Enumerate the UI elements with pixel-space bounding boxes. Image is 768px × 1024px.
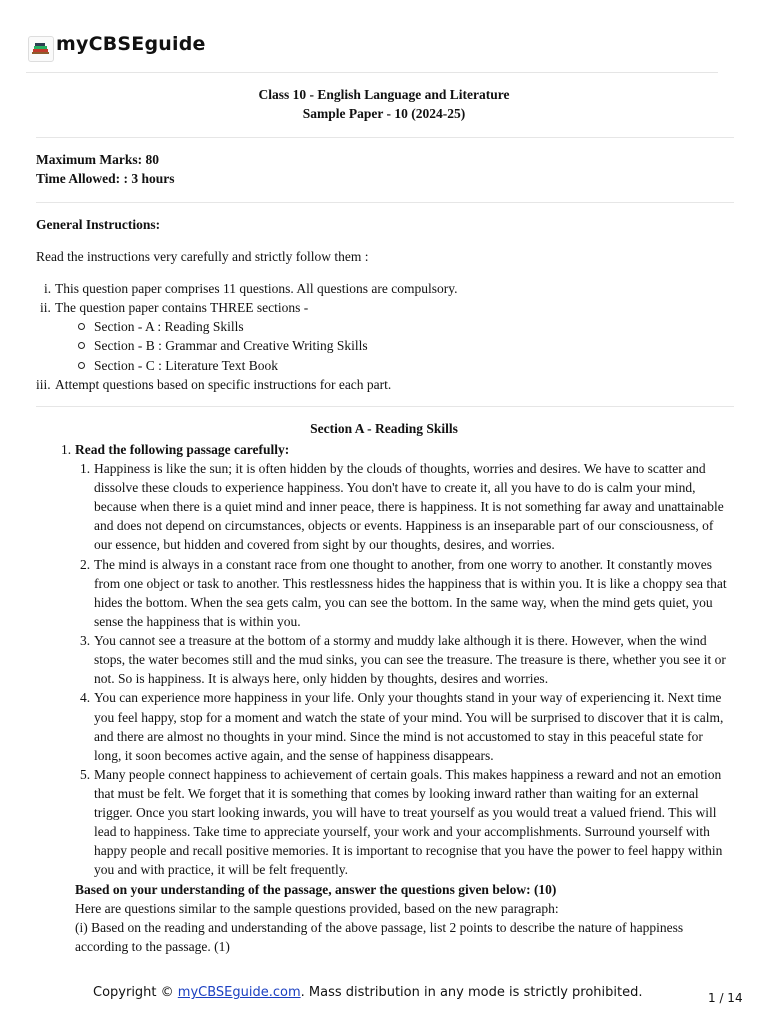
paragraph-number: 3. — [80, 633, 91, 648]
divider — [36, 202, 734, 203]
passage-line: and does not depend on circumstances, objects or events. Happiness is an inseparable part of our consciousness, of — [94, 518, 714, 533]
instructions-heading: General Instructions: — [36, 217, 161, 232]
section-a-heading: Section A - Reading Skills — [310, 421, 458, 436]
site-header — [26, 30, 718, 73]
time-allowed: Time Allowed: : 3 hours — [36, 171, 175, 186]
instruction-text: Attempt questions based on specific instructions for each part. — [55, 377, 392, 392]
brand-name[interactable]: myCBSEguide — [56, 33, 206, 55]
passage-line: dissolve these clouds to experience happiness. You don't have to create it, all you have to do is calm your mind, — [94, 480, 696, 495]
instruction-text: This question paper comprises 11 questions. All questions are compulsory. — [55, 281, 458, 296]
bullet-icon — [78, 362, 85, 369]
page-number: 1 / 14 — [708, 991, 743, 1005]
section-list-item: Section - A : Reading Skills — [94, 319, 244, 334]
paragraph-number: 2. — [80, 557, 91, 572]
passage-line: You can experience more happiness in your life. Only your thoughts stand in your way of experiencing it. Next time — [94, 690, 722, 705]
bullet-icon — [78, 342, 85, 349]
passage-line: trigger. Once you start looking inwards, you will have to treat yourself as you would treat a valued friend. This will — [94, 805, 717, 820]
section-list-item: Section - B : Grammar and Creative Writing Skills — [94, 338, 368, 353]
passage-line: from one object or task to another. This restlessness hides the happiness that is within you. It is like a choppy sea that — [94, 576, 727, 591]
passage-line: happy people and recall positive memories. It is important to recognise that you have the power to feel happy within — [94, 843, 723, 858]
passage-line: not. So is happiness. It is always here, only hidden by thoughts, desires and worries. — [94, 671, 549, 686]
passage-line: hides the bottom. When the sea gets calm, you can see the bottom. In the same way, when the mind gets quiet, you — [94, 595, 713, 610]
logo-icon — [28, 36, 54, 62]
instruction-number: i. — [44, 281, 52, 296]
passage-line: because when there is a quiet mind and inner peace, there is happiness. It is not something far away and unattainable — [94, 499, 724, 514]
passage-line: The mind is always in a constant race from one thought to another, from one worry to another. It constantly moves — [94, 557, 713, 572]
instruction-number: iii. — [36, 377, 51, 392]
passage-line: that must be felt. We forget that it is something that comes by looking inward rather than waiting for an external — [94, 786, 699, 801]
passage-line: and there are almost no thoughts in your mind. Since the mind is not accustomed to stay in this peaceful state for — [94, 729, 703, 744]
paragraph-number: 5. — [80, 767, 91, 782]
instruction-number: ii. — [40, 300, 51, 315]
paragraph-number: 1. — [80, 461, 91, 476]
passage-line: You cannot see a treasure at the bottom of a stormy and muddy lake although it is there. However, when the wind — [94, 633, 707, 648]
question-i-line: (i) Based on the reading and understanding of the above passage, list 2 points to describe the nature of happiness — [75, 920, 684, 935]
question-number: 1. — [61, 442, 72, 457]
question-title: Read the following passage carefully: — [75, 442, 290, 457]
passage-line: lead to happiness. Take time to appreciate yourself, your work and your accomplishments. Surround yourself with — [94, 824, 710, 839]
section-list-item: Section - C : Literature Text Book — [94, 358, 279, 373]
copyright-suffix: . Mass distribution in any mode is strictly prohibited. — [300, 985, 643, 1000]
divider — [36, 406, 734, 407]
passage-line: stops, the water becomes still and the mud sinks, you can see the treasure. The treasure is there, whether you see it or — [94, 652, 726, 667]
instructions-intro: Read the instructions very carefully and strictly follow them : — [36, 249, 369, 264]
passage-line: our essence, but hidden and covered from sight by our thoughts, desires, and worries. — [94, 537, 555, 552]
passage-line: Happiness is like the sun; it is often hidden by the clouds of thoughts, worries and desires. We have to scatter and — [94, 461, 706, 476]
copyright-prefix: Copyright © — [93, 985, 178, 1000]
passage-line: Many people connect happiness to achievement of certain goals. This makes happiness a reward and not an emotion — [94, 767, 722, 782]
bullet-icon — [78, 323, 85, 330]
passage-line: you feel happy, stop for a moment and watch the state of your mind. You will be surprised to discover that it is calm, — [94, 710, 724, 725]
passage-line: sense the happiness that is within you. — [94, 614, 301, 629]
question-i-line: according to the passage. (1) — [75, 939, 230, 954]
site-link[interactable]: myCBSEguide.com — [177, 985, 301, 1000]
divider — [36, 137, 734, 138]
instruction-text: The question paper contains THREE sections - — [55, 300, 309, 315]
paper-title: Class 10 - English Language and Literature — [258, 87, 510, 102]
paper-subtitle: Sample Paper - 10 (2024-25) — [302, 106, 466, 121]
answer-prompt: Based on your understanding of the passage, answer the questions given below: (10) — [75, 882, 557, 897]
paragraph-number: 4. — [80, 690, 91, 705]
passage-line: you and with practice, it will be felt frequently. — [94, 862, 349, 877]
passage-line: long, it soon becomes active again, and the sense of happiness disappears. — [94, 748, 494, 763]
maximum-marks: Maximum Marks: 80 — [36, 152, 159, 167]
questions-note: Here are questions similar to the sample questions provided, based on the new paragraph: — [75, 901, 559, 916]
copyright-footer — [93, 985, 642, 1000]
